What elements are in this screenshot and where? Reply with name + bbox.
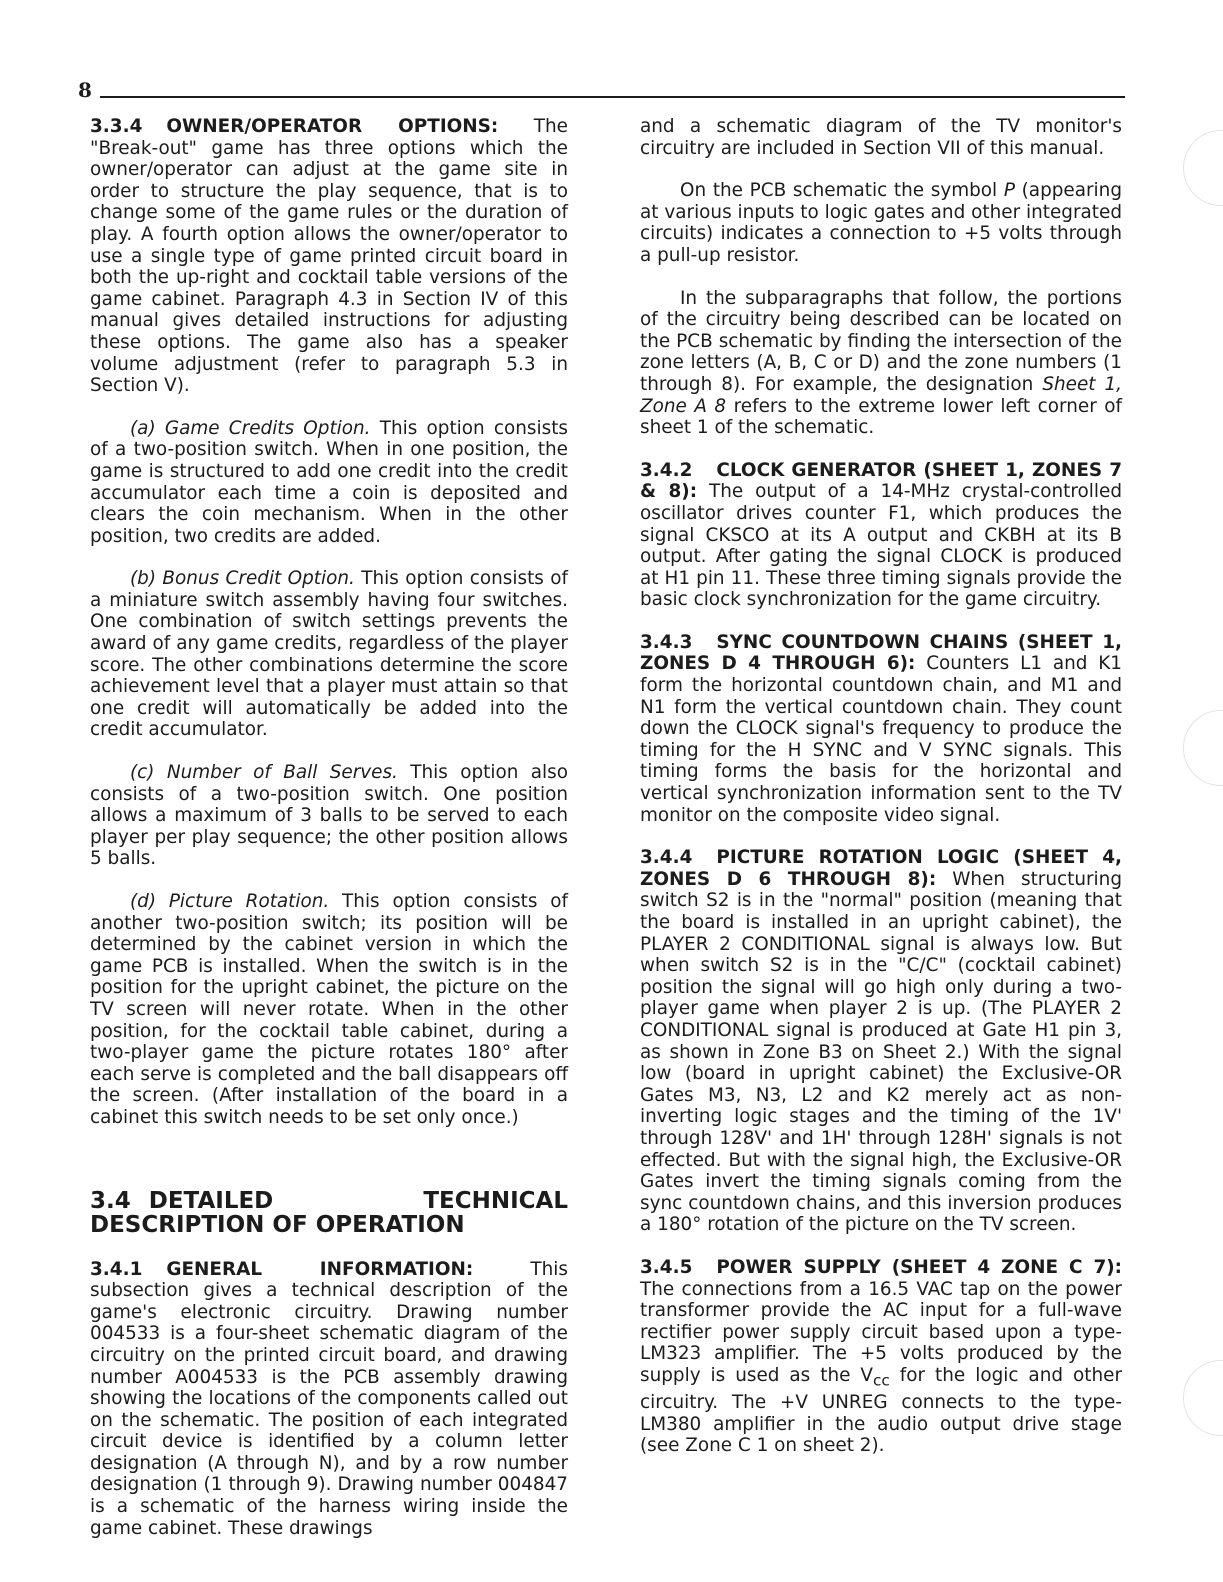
section-number: 3.4.5 [640, 1256, 693, 1278]
option-d [90, 891, 568, 1129]
paragraph-text: refers to the extreme lower left corner of sheet 1 of the schematic. [640, 395, 1122, 439]
binder-hole [1183, 1360, 1223, 1436]
section-number: 3.3.4 [90, 116, 143, 137]
option-body: This option consists of a two-position switch. When in one position, the game is structured to add one credit into the credit accumulator each time a coin is deposited and clears the coin mechanism. When in the other position, two credits are added. [90, 417, 568, 547]
option-label: (d) Picture Rotation. [130, 891, 330, 912]
option-body: This option also consists of a two-position switch. One position allows a maximum of 3 balls to be served to each player per play sequence; the other position allows 5 balls. [90, 762, 568, 870]
option-label: (a) Game Credits Option. [130, 417, 371, 439]
continued-paragraph: and a schematic diagram of the TV monitor's circuitry are included in Section VII of this manual. [640, 116, 1122, 159]
section-number: 3.4.1 [90, 1258, 143, 1280]
section-body: The output of a 14-MHz crystal-controlled oscillator drives counter F1, which produces the signal CKSCO at its A output and CKBH at its B output. After gating the signal CLOCK is produced at H1 pin 11. These three timing signals provide the basic clock synchronization for the game circuitry. [640, 481, 1123, 611]
binder-hole [1183, 130, 1223, 206]
section-title: DETAILED TECHNICAL DESCRIPTION OF OPERATION [90, 1187, 568, 1238]
option-body: This option consists of a miniature switch assembly having four switches. One combination of switch settings prevents the award of any game credits, regardless of the player score. The other combinations determine the score achievement level that a player must attain so that one credit will automatically be added into the credit accumulator. [90, 568, 568, 741]
vcc-subscript: cc [872, 1371, 890, 1390]
paragraph-text: On the PCB schematic the symbol [680, 180, 1004, 202]
section-3-4-1 [90, 1259, 568, 1540]
section-heading: SYNC COUNTDOWN CHAINS (SHEET 1, ZONES D 4 THROUGH 6): [640, 631, 1122, 675]
section-3-3-4 [90, 116, 568, 397]
section-3-4-2 [640, 460, 1122, 611]
symbol-paragraph [640, 180, 1122, 266]
option-label: (b) Bonus Credit Option. [130, 568, 355, 590]
section-body: for the logic and other circuitry. The +V UNREG connects to the type-LM380 amplifier in the audio output drive stage (see Zone C 1 on sheet 2). [640, 1364, 1122, 1457]
left-column [90, 116, 568, 1560]
zones-paragraph [640, 288, 1122, 439]
binder-hole [1183, 710, 1223, 786]
section-heading: POWER SUPPLY (SHEET 4 ZONE C 7): [716, 1256, 1122, 1278]
header-rule [100, 96, 1125, 98]
section-3-4-3 [640, 632, 1122, 826]
section-number: 3.4.3 [640, 631, 693, 653]
section-3-4-4 [640, 847, 1122, 1236]
zone-example: Sheet 1, Zone A 8 [640, 373, 1123, 417]
section-3-4-heading [90, 1189, 568, 1237]
option-b [90, 568, 568, 741]
section-heading: OWNER/OPERATOR OPTIONS: [166, 116, 499, 137]
section-heading: GENERAL INFORMATION: [166, 1258, 474, 1280]
section-heading: CLOCK GENERATOR (SHEET 1, ZONES 7 & 8): [640, 459, 1122, 503]
section-3-4-5 [640, 1257, 1122, 1457]
option-body: This option consists of another two-position switch; its position will be determined by the cabinet version in which the game PCB is installed. When the switch is in the position for the upright cabinet, the picture on the TV screen will never rotate. When in the other position, for the cocktail table cabinet, during a two-player game the picture rotates 180° after each serve is completed and the ball disappears off the screen. (After installation of the board in a cabinet this switch needs to be set only once.) [90, 891, 568, 1128]
pullup-symbol: P [1003, 180, 1015, 202]
section-body: This subsection gives a technical description of the game's electronic circuitry. Drawing number 004533 is a four-sheet schematic diagram of the circuitry on the printed circuit board, and drawing number A004533 is the PCB assembly drawing showing the locations of the components called out on the schematic. The position of each integrated circuit device is identified by a column letter designation (A through N), and by a row number designation (1 through 9). Drawing number 004847 is a schematic of the harness wiring inside the game cabinet. These drawings [90, 1258, 568, 1539]
section-number: 3.4 [90, 1187, 131, 1214]
option-c [90, 762, 568, 870]
page-number: 8 [78, 78, 92, 102]
section-body: Counters L1 and K1 form the horizontal countdown chain, and M1 and N1 form the vertical countdown chain. They count down the CLOCK signal's frequency to produce the timing for the H SYNC and V SYNC signals. This timing forms the basis for the horizontal and vertical synchronization information sent to the TV monitor on the composite video signal. [640, 653, 1122, 826]
section-heading: PICTURE ROTATION LOGIC (SHEET 4, ZONES D 6 THROUGH 8): [640, 847, 1122, 890]
section-body: The "Break-out" game has three options which the owner/operator can adjust at the game site in order to structure the play sequence, that is to change some of the game rules or the duration of play. A fourth option allows the owner/operator to use a single type of game printed circuit board in both the up-right and cocktail table versions of the game cabinet. Paragraph 4.3 in Section IV of this manual gives detailed instructions for adjusting these options. The game also has a speaker volume adjustment (refer to paragraph 5.3 in Section V). [90, 116, 568, 397]
option-a [90, 418, 568, 548]
option-label: (c) Number of Ball Serves. [130, 762, 398, 784]
section-number: 3.4.4 [640, 847, 693, 869]
right-column [640, 116, 1122, 1478]
section-number: 3.4.2 [640, 459, 693, 481]
paragraph-text: In the subparagraphs that follow, the portions of the circuitry being described can be located on the PCB schematic by finding the intersection of the zone letters (A, B, C or D) and the zone numbers (1 through 8). For example, the designation [640, 287, 1122, 395]
section-body: The connections from a 16.5 VAC tap on the power transformer provide the AC input for a full-wave rectifier power supply circuit based upon a type-LM323 amplifier. The +5 volts produced by the supply is used as the V [640, 1278, 1122, 1386]
section-body: When structuring switch S2 is in the "normal" position (meaning that the board is installed in an upright cabinet), the PLAYER 2 CONDITIONAL signal is always low. But when switch S2 is in the "C/C" (cocktail cabinet) position the signal will go high only during a two-player game when player 2 is up. (The PLAYER 2 CONDITIONAL signal is produced at Gate H1 pin 3, as shown in Zone B3 on Sheet 2.) With the signal low (board in upright cabinet) the Exclusive-OR Gates M3, N3, L2 and K2 merely act as non-inverting logic stages and the timing of the 1V' through 128V' and 1H' through 128H' signals is not effected. But with the signal high, the Exclusive-OR Gates invert the timing signals coming from the sync countdown chains, and this inversion produces a 180° rotation of the picture on the TV screen. [640, 868, 1122, 1236]
paragraph-text: (appearing at various inputs to logic gates and other integrated circuits) indicates a connection to +5 volts through a pull-up resistor. [640, 180, 1122, 266]
